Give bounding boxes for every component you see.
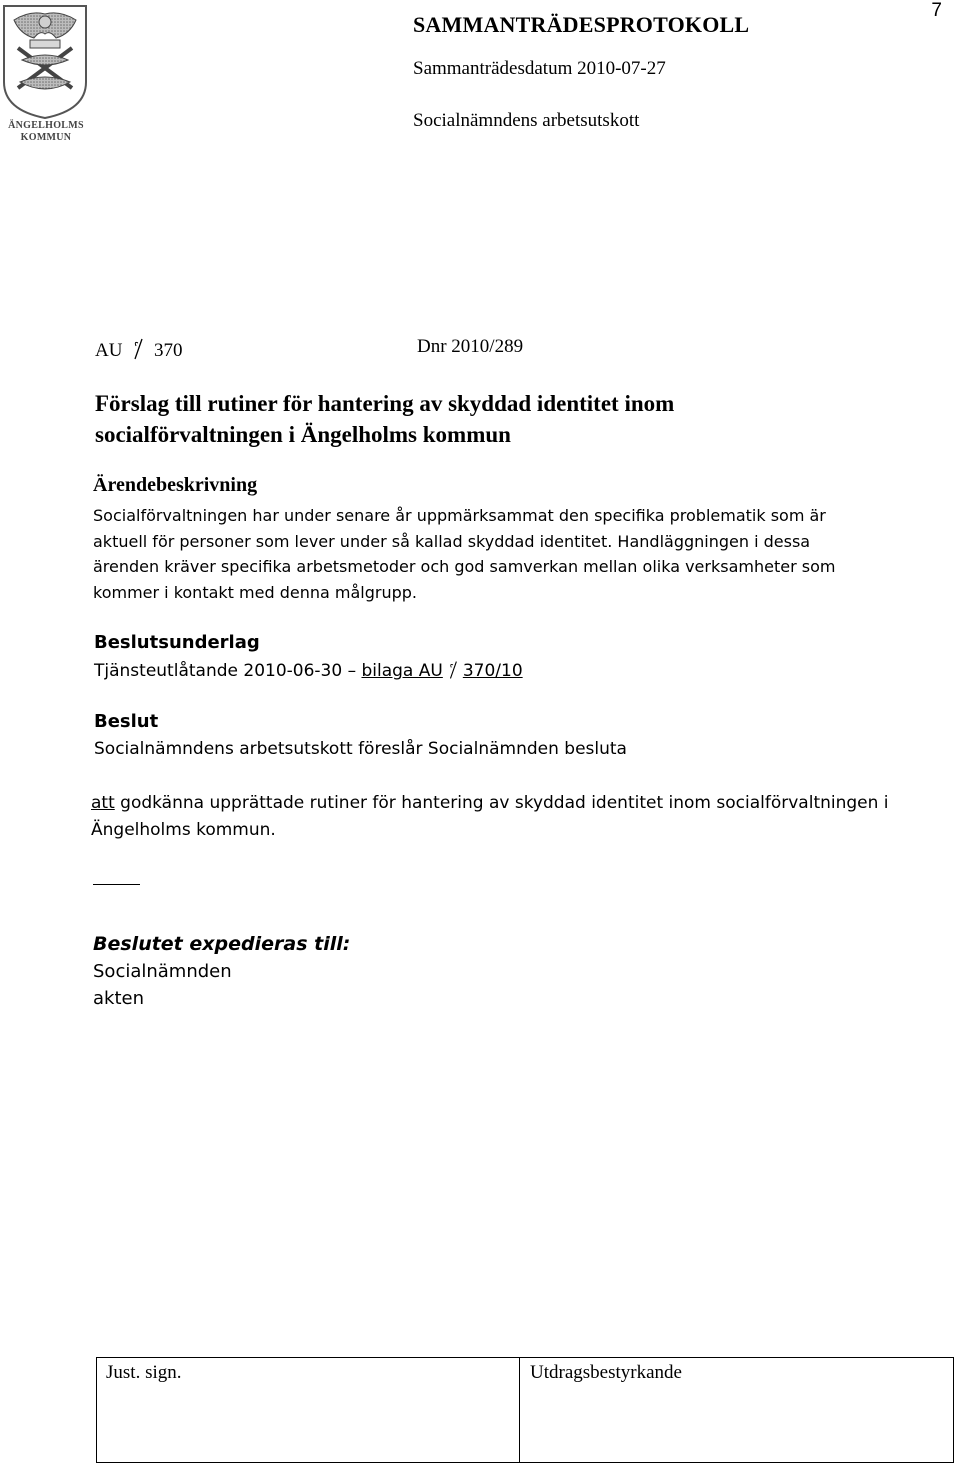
text-line: aktuell för personer som lever under så kallad skyddad identitet. Handläggningen i dessa	[93, 531, 811, 551]
signature-label-just: Just. sign.	[106, 1362, 182, 1383]
signature-label-utdrag: Utdragsbestyrkande	[530, 1362, 682, 1383]
crest-text-line1: ÄNGELHOLMS	[8, 120, 84, 131]
document-title	[95, 388, 915, 450]
attachment-link[interactable]: bilaga AU	[361, 661, 443, 681]
title-line: socialförvaltningen i Ängelholms kommun	[95, 422, 511, 447]
separator-rule	[93, 884, 140, 885]
section-heading-expedieras: Beslutet expedieras till:	[93, 933, 351, 955]
municipality-crest-logo	[0, 0, 92, 150]
title-line: Förslag till rutiner för hantering av skyddad identitet inom	[95, 391, 675, 416]
underlag-prefix: Tjänsteutlåtande 2010-06-30 –	[94, 661, 357, 681]
text-line: kommer i kontakt med denna målgrupp.	[93, 582, 417, 602]
crest-text-line2: KOMMUN	[20, 132, 72, 143]
meeting-date: Sammanträdesdatum 2010-07-27	[413, 58, 666, 79]
signature-divider	[519, 1357, 520, 1463]
att-word: att	[91, 793, 115, 813]
paragraph-prefix: AU	[95, 340, 123, 361]
protocol-title: SAMMANTRÄDESPROTOKOLL	[413, 12, 750, 37]
text-line: ärenden kräver specifika arbetsmetoder och god samverkan mellan olika verksamheter som	[93, 557, 836, 576]
section-sign-icon	[131, 336, 145, 362]
section-sign-icon	[446, 659, 460, 681]
beslut-text: Socialnämndens arbetsutskott föreslår Socialnämnden besluta	[94, 739, 627, 759]
attachment-link-suffix[interactable]: 370/10	[462, 661, 523, 681]
signature-table	[96, 1357, 954, 1463]
arendebeskrivning-text	[93, 503, 933, 605]
section-heading-beslutsunderlag: Beslutsunderlag	[94, 632, 260, 653]
paragraph-no: 370	[153, 340, 183, 361]
committee-name: Socialnämndens arbetsutskott	[413, 110, 640, 131]
beslutsunderlag-text	[94, 659, 523, 681]
att-line-2: Ängelholms kommun.	[91, 820, 276, 840]
page-number: 7	[931, 0, 942, 21]
att-line-1	[91, 790, 941, 817]
att-clause	[91, 790, 941, 844]
att-text: godkänna upprättade rutiner för hantering av skyddad identitet inom socialförvaltningen i	[120, 793, 889, 813]
section-heading-arendebeskrivning: Ärendebeskrivning	[93, 474, 258, 496]
text-line: Socialförvaltningen har under senare år uppmärksammat den specifika problematik som är	[93, 506, 826, 525]
section-heading-beslut: Beslut	[94, 711, 159, 732]
diary-number: Dnr 2010/289	[417, 336, 524, 357]
recipient-item: Socialnämnden	[93, 961, 232, 982]
paragraph-number	[95, 336, 182, 362]
recipient-item: akten	[93, 988, 144, 1009]
